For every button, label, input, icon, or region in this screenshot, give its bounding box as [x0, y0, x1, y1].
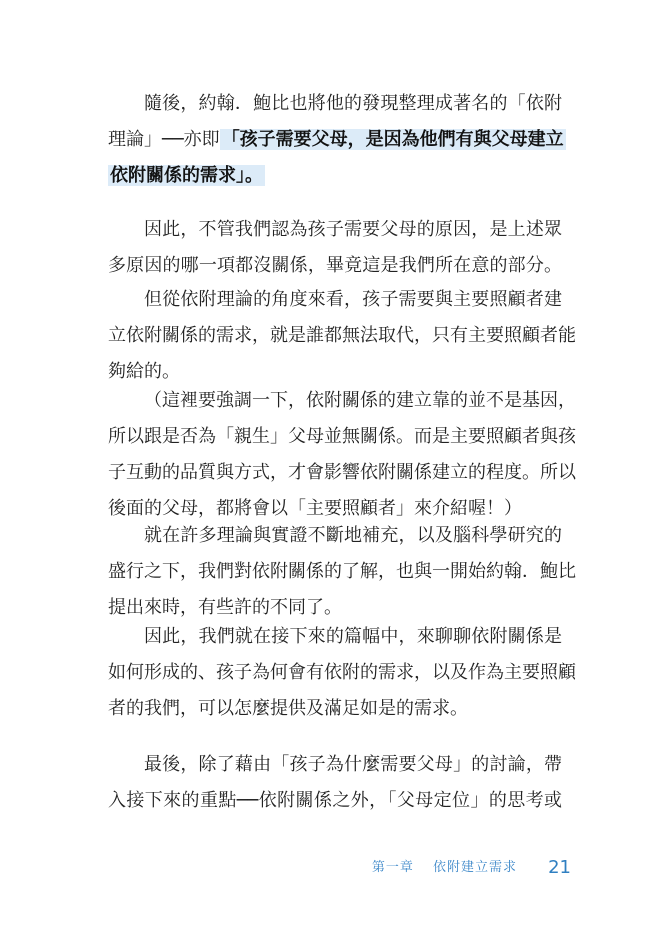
highlighted-quote: 依附關係的需求」。	[110, 165, 263, 186]
page-number: 21	[548, 857, 571, 878]
text-line: 立依附關係的需求，就是誰都無法取代，只有主要照顧者能	[108, 325, 576, 346]
highlighted-quote: 「孩子需要父母，是因為他們有與父母建立	[221, 129, 564, 150]
text-line: 盛行之下，我們對依附關係的了解，也與一開始約翰．鮑比	[108, 561, 576, 582]
paragraph-note	[108, 383, 576, 527]
text-line	[108, 158, 562, 194]
text-line: 多原因的哪一項都沒關係，畢竟這是我們所在意的部分。	[108, 255, 562, 276]
text-line: 者的我們，可以怎麼提供及滿足如是的需求。	[108, 698, 468, 719]
text-line: 隨後，約翰．鮑比也將他的發現整理成著名的「依附	[144, 93, 562, 114]
text-line: 但從依附理論的角度來看，孩子需要與主要照顧者建	[144, 289, 562, 310]
text-line: 最後，除了藉由「孩子為什麼需要父母」的討論，帶	[144, 754, 562, 775]
text-line: （這裡要強調一下，依附關係的建立靠的並不是基因，	[144, 390, 576, 411]
text-line: 所以跟是否為「親生」父母並無關係。而是主要照顧者與孩	[108, 426, 576, 447]
paragraph-reasons	[108, 212, 562, 284]
paragraph-outline	[108, 619, 576, 727]
page-footer	[372, 856, 571, 878]
text-fragment: 理論」──亦即	[108, 129, 220, 150]
paragraph-research	[108, 518, 576, 626]
paragraph-perspective	[108, 282, 576, 390]
text-line	[108, 122, 562, 158]
text-line: 就在許多理論與實證不斷地補充，以及腦科學研究的	[144, 525, 562, 546]
text-line: 如何形成的、孩子為何會有依附的需求，以及作為主要照顧	[108, 662, 576, 683]
text-line: 因此，我們就在接下來的篇幅中，來聊聊依附關係是	[144, 626, 562, 647]
text-line: 夠給的。	[108, 361, 180, 382]
paragraph-attachment-theory	[108, 86, 562, 194]
text-line: 因此，不管我們認為孩子需要父母的原因，是上述眾	[144, 219, 562, 240]
text-line: 後面的父母，都將會以「主要照顧者」來介紹喔！）	[108, 498, 522, 519]
text-line: 入接下來的重點──依附關係之外，「父母定位」的思考或	[108, 790, 562, 811]
text-line: 子互動的品質與方式，才會影響依附關係建立的程度。所以	[108, 462, 576, 483]
text-line: 提出來時，有些許的不同了。	[108, 597, 342, 618]
footer-chapter: 第一章	[371, 860, 414, 875]
paragraph-finally	[108, 747, 562, 819]
footer-chapter-title: 依附建立需求	[432, 860, 517, 875]
